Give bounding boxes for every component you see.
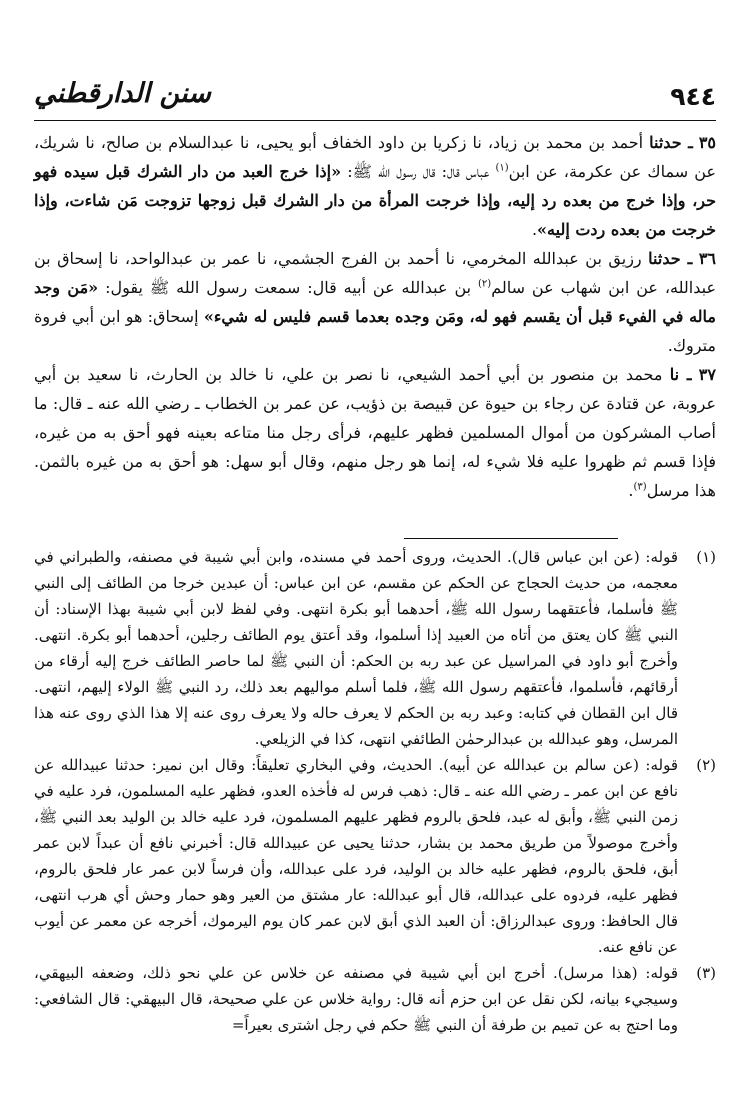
hadith-tail: إسحاق: هو ابن أبي فروة متروك. <box>34 307 716 355</box>
footnote-2 <box>34 752 716 960</box>
footnotes <box>34 544 716 1038</box>
page-number: ٩٤٤ <box>670 82 716 111</box>
main-text <box>34 128 716 505</box>
footnote-3 <box>34 960 716 1038</box>
footnote-number: (١) <box>696 548 716 566</box>
hadith-isnad-cont: بن عبدالله عن أبيه قال: سمعت رسول الله ﷺ يقول: <box>105 278 472 297</box>
footnote-text: قوله: (عن ابن عباس قال). الحديث، وروى أحمد في مسنده، وابن أبي شيبة في مصنفه، والطبراني في معجمه، من حديث الحجاج عن الحكم عن مقسم، عن ابن عباس: أن عبدين خرجا من الطائف إلى النبي ﷺ فأسلما، فأعتقهما رسول الله ﷺ، أحدهما أبو بكرة انتهى. وفي لفظ لابن أبي شيبة بهذا الإسناد: أن النبي ﷺ كان يعتق من أتاه من العبيد إذا أسلموا، وقد أعتق يوم الطائف رجلين، أحدهما أبو بكرة. انتهى. وأخرج أبو داود في المراسيل عن عبد ربه بن الحكم: أن النبي ﷺ لما حاصر الطائف خرج إليه أرقاء من أرقائهم، فأسلموا، فأعتقهم رسول الله ﷺ، فلما أسلم مواليهم بعد ذلك، رد النبي ﷺ الولاء إليهم، انتهى. قال ابن القطان في كتابه: وعبد ربه بن الحكم لا يعرف حاله ولا يعرف روى عنه إلا هذا الذي روى عنه هذا المرسل، وهو عبدالله بن عبدالرحمٰن الطائفي انتهى، كذا في الزيلعي. <box>34 548 678 748</box>
hadith-37: ٣٧ ـ نا محمد بن منصور بن أبي أحمد الشيعي، نا نصر بن علي، نا خالد بن الحارث، نا سعيد بن أبي عروبة، عن قتادة عن رجاء بن حيوة عن قبيصة بن ذؤيب، عن عمر بن الخطاب ـ رضي الله عنه ـ قال: ما أصاب المشركون من أموال المسلمين فظهر عليهم، فرأى رجل منا متاعه بعينه فهو أحق به من غيره، فإذا قسم ثم ظهروا عليه فلا شيء له، إنما هو رجل منهم، وقال أبو سهل: هو أحق به من غيره بالثمن. هذا مرسل$^{(٣)}$. <box>34 365 716 500</box>
footnote-separator <box>404 538 618 539</box>
page-header <box>34 78 716 118</box>
hadith-36: ٣٦ ـ حدثنا رزيق بن عبدالله المخرمي، نا أحمد بن الفرج الجشمي، نا عمر بن عبدالواحد، نا إسحاق بن عبدالله، عن ابن شهاب عن سالم$^{(٢)}$ بن عبدالله عن أبيه قال: سمعت رسول الله ﷺ يقول: «مَن وجد ماله في الفيء قبل أن يقسم فهو له، ومَن وجده بعدما قسم فليس له شيء» إسحاق: هو ابن أبي فروة متروك. <box>34 249 717 355</box>
hadith-keyword: حدثنا <box>648 249 681 268</box>
hadith-isnad-cont: . <box>628 481 634 500</box>
footnote-ref[interactable]: (٢) <box>478 278 492 290</box>
hadith-matn: «إذا خرج العبد من دار الشرك قبل سيده فهو حر، وإذا خرج من بعده رد إليه، وإذا خرجت المرأة من دار الشرك قبل زوجها تزوجت مَن شاءت، وإذا خرجت من بعده ردت إليه» <box>34 162 716 239</box>
hadith-35: ٣٥ ـ حدثنا أحمد بن محمد بن زياد، نا زكريا بن داود الخفاف أبو يحيى، نا عبدالسلام بن صالح، نا شريك، عن سماك عن عكرمة، عن ابن$^{(١)}$ عباس قال: قال رسول الله ﷺ: «إذا خرج العبد من دار الشرك قبل سيده فهو حر، وإذا خرج من بعده رد إليه، وإذا خرجت المرأة من دار الشرك قبل زوجها تزوجت مَن شاءت، وإذا خرجت من بعده ردت إليه». <box>34 133 717 239</box>
hadith-keyword: نا <box>669 365 680 384</box>
hadith-isnad-cont: عباس قال: قال رسول الله ﷺ: <box>347 162 490 181</box>
footnote-ref[interactable]: (٣) <box>633 481 647 493</box>
hadith-isnad: أحمد بن محمد بن زياد، نا زكريا بن داود الخفاف أبو يحيى، نا عبدالسلام بن صالح، نا شريك، عن سماك عن عكرمة، عن ابن <box>34 133 716 181</box>
hadith-number: ٣٦ <box>698 249 717 268</box>
hadith-matn: «مَن وجد ماله في الفيء قبل أن يقسم فهو له، ومَن وجده بعدما قسم فليس له شيء» <box>34 278 717 326</box>
footnote-text: قوله: (عن سالم بن عبدالله عن أبيه). الحديث، وفي البخاري تعليقاً: وقال ابن نمير: حدثنا عبيدالله عن نافع عن ابن عمر ـ رضي الله عنه ـ قال: ذهب فرس له فأخذه العدو، فظهر عليه المسلمون، فرد عليه في زمن النبي ﷺ، وأبق له عبد، فلحق بالروم فظهر عليهم المسلمون، فرد عليه خالد بن الوليد بعد النبي ﷺ، وأخرج موصولاً من طريق محمد بن بشار، حدثنا يحيى عن عبيدالله قال: أخبرني نافع أن عبداً لابن عمر أبق، فلحق بالروم، فظهر عليه خالد بن الوليد، فرد على عبدالله، وأن فرساً لابن عمر عار فلحق بالروم، فظهر عليه، فردوه على عبدالله، قال أبو عبدالله: عار مشتق من العير وهو حمار وحش أي هرب انتهى، قال الحافظ: وروى عبدالرزاق: أن العبد الذي أبق لابن عمر كان يوم اليرموك، أخرجه عن معمر عن أيوب عن نافع عنه. <box>34 756 678 956</box>
footnote-ref[interactable]: (١) <box>495 162 509 174</box>
hadith-number: ٣٥ <box>698 133 717 152</box>
header-rule <box>34 120 716 121</box>
footnote-number: (٢) <box>696 756 716 774</box>
footnote-number: (٣) <box>696 964 716 982</box>
hadith-number: ٣٧ <box>698 365 716 384</box>
hadith-tail: . <box>531 220 538 239</box>
footnote-1 <box>34 544 716 752</box>
book-title: سنن الدارقطني <box>34 78 211 109</box>
hadith-isnad: رزيق بن عبدالله المخرمي، نا أحمد بن الفرج الجشمي، نا عمر بن عبدالواحد، نا إسحاق بن عبدالله، عن ابن شهاب عن سالم <box>34 249 717 297</box>
footnote-text: قوله: (هذا مرسل). أخرج ابن أبي شيبة في مصنفه عن خلاس عن علي نحو ذلك، وضعفه البيهقي، وسيجيء بيانه، لكن نقل عن ابن حزم أنه قال: رواية خلاس عن علي صحيحة، قال البيهقي: قال الشافعي: وما احتج به عن تميم بن طرفة أن النبي ﷺ حكم في رجل اشترى بعيراً= <box>34 964 678 1034</box>
hadith-isnad: محمد بن منصور بن أبي أحمد الشيعي، نا نصر بن علي، نا خالد بن الحارث، نا سعيد بن أبي عروبة، عن قتادة عن رجاء بن حيوة عن قبيصة بن ذؤيب، عن عمر بن الخطاب ـ رضي الله عنه ـ قال: ما أصاب المشركون من أموال المسلمين فظهر عليهم، فرأى رجل منا متاعه بعينه فهو أحق به من غيره، فإذا قسم ثم ظهروا عليه فلا شيء له، إنما هو رجل منهم، وقال أبو سهل: هو أحق به من غيره بالثمن. هذا مرسل <box>34 365 716 500</box>
hadith-keyword: حدثنا <box>649 133 682 152</box>
